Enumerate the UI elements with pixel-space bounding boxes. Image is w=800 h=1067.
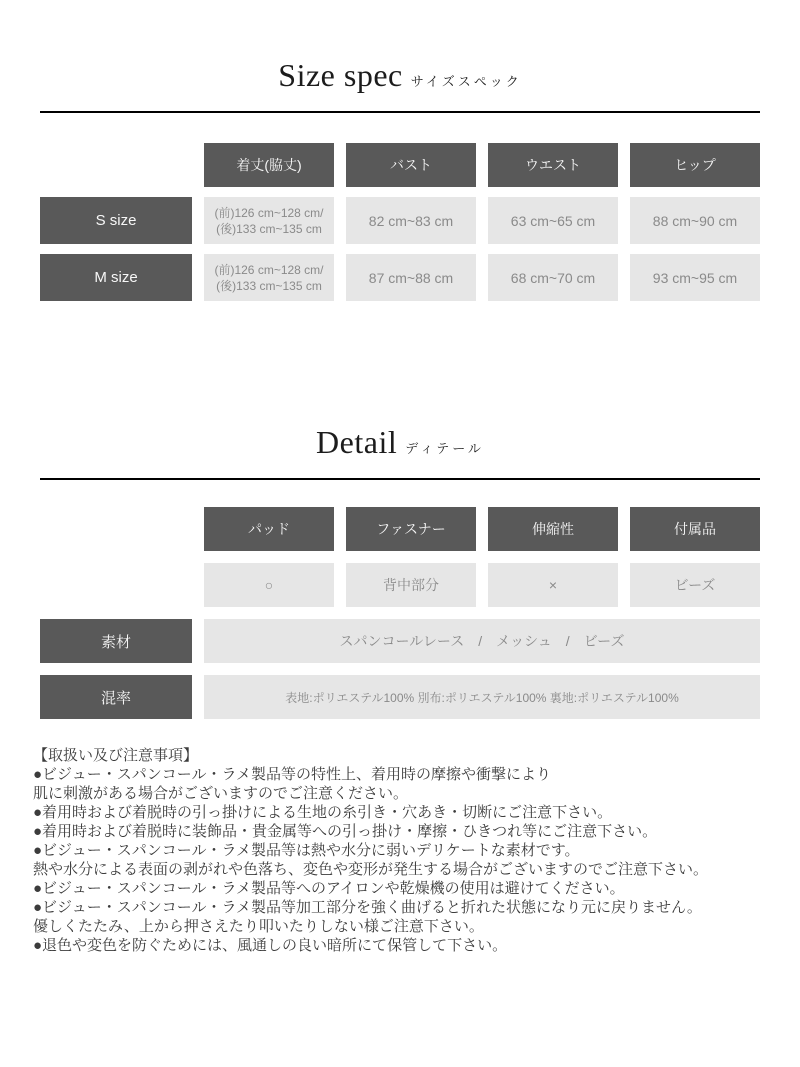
note-line: ●着用時および着脱時の引っ掛けによる生地の糸引き・穴あき・切断にご注意下さい。 <box>33 804 613 821</box>
note-line: ●ビジュー・スパンコール・ラメ製品等加工部分を強く曲げると折れた状態になり元に戻りません。 <box>33 899 702 916</box>
size-row-s-length-back: (後)133 cm~135 cm <box>216 221 322 236</box>
size-row-m-bust: 87 cm~88 cm <box>346 254 476 301</box>
size-row-m-length-front: (前)126 cm~128 cm/ <box>214 262 324 277</box>
size-spec-divider <box>40 111 760 113</box>
size-spec-title <box>0 54 800 103</box>
detail-col-header-fastener: ファスナー <box>346 507 476 551</box>
size-col-header-waist: ウエスト <box>488 143 618 187</box>
size-spec-section <box>0 54 800 301</box>
detail-title <box>0 421 800 470</box>
note-line: ●退色や変色を防ぐためには、風通しの良い暗所にて保管して下さい。 <box>33 937 508 954</box>
size-row-s-length-front: (前)126 cm~128 cm/ <box>214 205 324 220</box>
size-col-header-length: 着丈(脇丈) <box>204 143 334 187</box>
size-spec-table <box>40 143 760 301</box>
mix-label: 混率 <box>40 675 192 719</box>
size-row-m-hip: 93 cm~95 cm <box>630 254 760 301</box>
note-line: ●着用時および着脱時に装飾品・貴金属等への引っ掛け・摩擦・ひきつれ等にご注意下さい。 <box>33 823 658 840</box>
note-line: 熱や水分による表面の剥がれや色落ち、変色や変形が発生する場合がございますのでご注意下さい。 <box>33 861 709 878</box>
detail-col-header-stretch: 伸縮性 <box>488 507 618 551</box>
size-row-m-waist: 68 cm~70 cm <box>488 254 618 301</box>
detail-value-fastener: 背中部分 <box>346 563 476 607</box>
size-col-header-bust: バスト <box>346 143 476 187</box>
detail-section <box>0 421 800 719</box>
material-value: スパンコールレース / メッシュ / ビーズ <box>204 619 760 663</box>
size-row-m-label: M size <box>40 254 192 301</box>
mix-value: 表地:ポリエステル100% 別布:ポリエステル100% 裏地:ポリエステル100% <box>204 675 760 719</box>
handling-notes <box>33 746 770 955</box>
size-row-s-length <box>204 197 334 244</box>
detail-value-stretch: × <box>488 563 618 607</box>
note-line: 優しくたたみ、上から押さえたり叩いたりしない様ご注意下さい。 <box>33 918 484 935</box>
note-line: ●ビジュー・スパンコール・ラメ製品等の特性上、着用時の摩擦や衝撃により <box>33 766 552 783</box>
size-header-spacer <box>40 143 192 187</box>
size-spec-title-en: Size spec <box>278 57 403 93</box>
detail-title-en: Detail <box>316 424 398 460</box>
size-row-s-bust: 82 cm~83 cm <box>346 197 476 244</box>
note-line: ●ビジュー・スパンコール・ラメ製品等は熱や水分に弱いデリケートな素材です。 <box>33 842 580 859</box>
size-row-m-length-back: (後)133 cm~135 cm <box>216 278 322 293</box>
detail-values-spacer <box>40 563 192 607</box>
detail-value-accessory: ビーズ <box>630 563 760 607</box>
detail-col-header-accessory: 付属品 <box>630 507 760 551</box>
size-row-s-hip: 88 cm~90 cm <box>630 197 760 244</box>
note-line: 肌に刺激がある場合がございますのでご注意ください。 <box>33 785 409 802</box>
handling-notes-heading: 【取扱い及び注意事項】 <box>33 747 199 764</box>
size-spec-title-ja: サイズスペック <box>410 74 522 89</box>
size-row-s-label: S size <box>40 197 192 244</box>
size-col-header-hip: ヒップ <box>630 143 760 187</box>
size-row-s-waist: 63 cm~65 cm <box>488 197 618 244</box>
detail-title-ja: ディテール <box>405 441 484 456</box>
size-row-m-length <box>204 254 334 301</box>
detail-header-spacer <box>40 507 192 551</box>
detail-col-header-pad: パッド <box>204 507 334 551</box>
detail-divider <box>40 478 760 480</box>
detail-table <box>40 507 760 719</box>
note-line: ●ビジュー・スパンコール・ラメ製品等へのアイロンや乾燥機の使用は避けてください。 <box>33 880 625 897</box>
material-label: 素材 <box>40 619 192 663</box>
detail-value-pad: ○ <box>204 563 334 607</box>
